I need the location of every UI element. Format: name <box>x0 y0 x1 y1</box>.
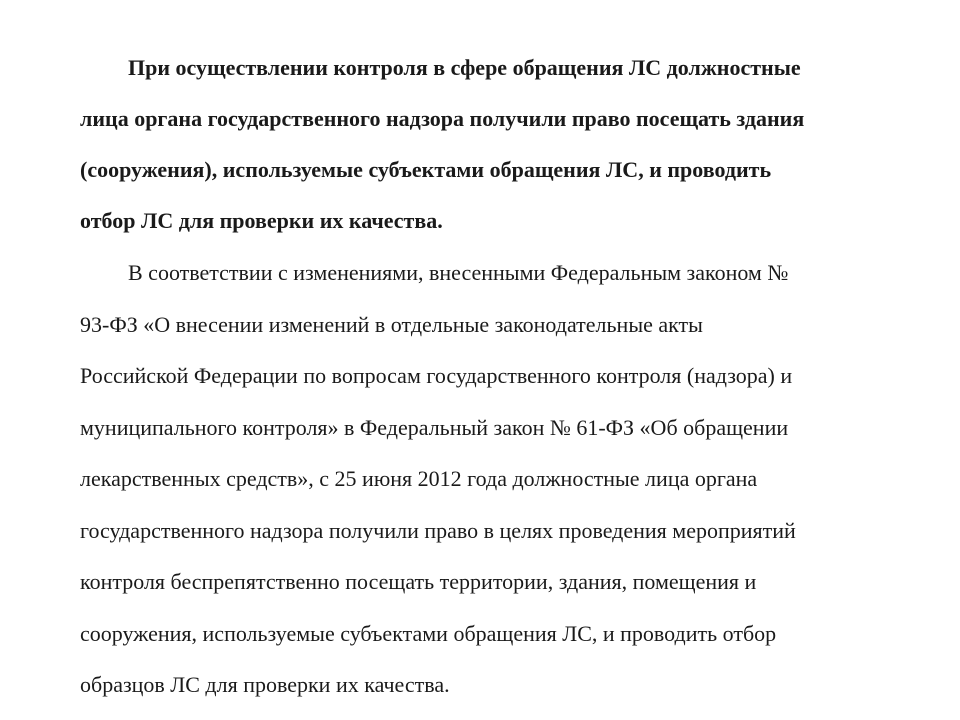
text-line: муниципального контроля» в Федеральный закон № 61-ФЗ «Об обращении <box>80 414 789 440</box>
text-line: 93-ФЗ «О внесении изменений в отдельные законодательные акты <box>80 311 703 337</box>
text-line: отбор ЛС для проверки их качества. <box>80 208 443 233</box>
text-line: образцов ЛС для проверки их качества. <box>80 672 450 697</box>
text-line: государственного надзора получили право в целях проведения мероприятий <box>80 517 796 543</box>
text-line: лекарственных средств», с 25 июня 2012 года должностные лица органа <box>80 466 758 491</box>
paragraph-inspection-rights <box>80 42 900 246</box>
paragraph-federal-law <box>80 247 900 711</box>
text-line: лица органа государственного надзора получили право посещать здания <box>80 106 805 131</box>
text-line: сооружения, используемые субъектами обращения ЛС, и проводить отбор <box>80 620 777 646</box>
text-line: В соответствии с изменениями, внесенными Федеральным законом № <box>128 260 789 285</box>
text-line: (сооружения), используемые субъектами обращения ЛС, и проводить <box>80 157 772 182</box>
text-line: Российской Федерации по вопросам государственного контроля (надзора) и <box>80 363 793 388</box>
text-line: При осуществлении контроля в сфере обращения ЛС должностные <box>128 55 801 80</box>
text-line: контроля беспрепятственно посещать территории, здания, помещения и <box>80 569 757 594</box>
